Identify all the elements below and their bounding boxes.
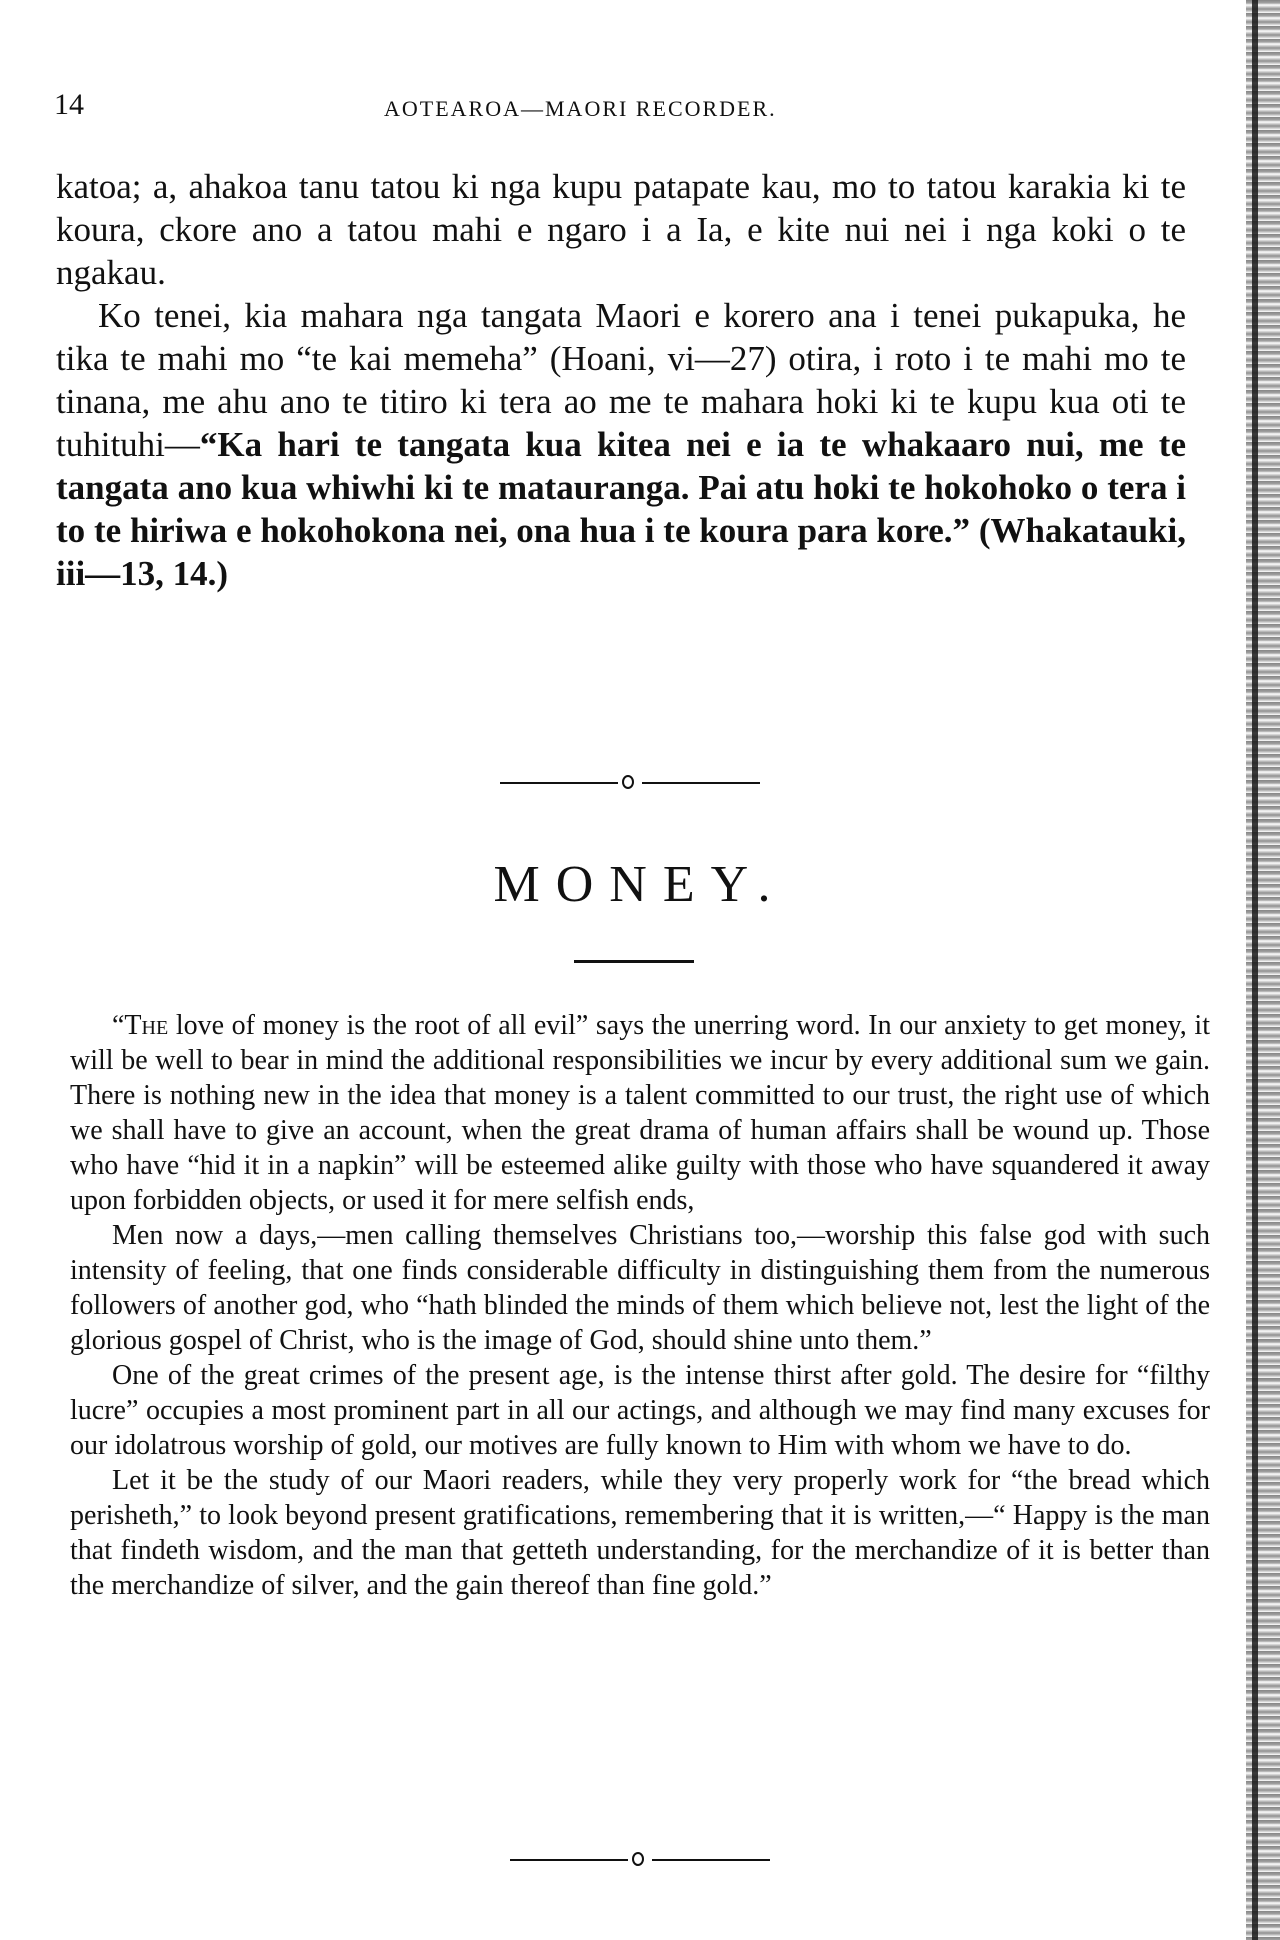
english-paragraph-4: Let it be the study of our Maori readers, while they very properly work for “the bread which perisheth,” to look beyond present gratifications, remembering that it is written,—“ Happy is the man that findeth wisdom, and the man that getteth understanding, for the merchandize of it is better than the merchandize of silver, and the gain thereof than fine gold.” (70, 1465, 1210, 1601)
maori-paragraph-2-quote: “Ka hari te tangata kua kitea nei e ia te whakaaro nui, me te tangata ano kua whiwhi ki te matauranga. Pai atu hoki te hokohoko o tera i to te hiriwa e hokohokona nei, ona hua i te koura para kore.” (Whakatauki, iii—13, 14.) (56, 425, 1186, 593)
english-paragraph-1-rest: love of money is the root of all evil” says the unerring word. In our anxiety to get money, it will be well to bear in mind the additional responsibilities we incur by every additional sum we gain. There is nothing new in the idea that money is a talent committed to our trust, the right use of which we shall have to give an account, when the great drama of human affairs shall be wound up. Those who have “hid it in a napkin” will be esteemed alike guilty with those who have squandered it away upon forbidden objects, or used it for mere selfish ends, (70, 1010, 1210, 1216)
divider-line-left (510, 1859, 628, 1861)
divider-line-right (642, 782, 760, 784)
english-paragraph-1-lead: “The (112, 1010, 169, 1041)
page-header (54, 88, 1214, 128)
divider-ornament (632, 1852, 644, 1866)
english-paragraph-1 (70, 1008, 1210, 1218)
divider-line-right (652, 1859, 770, 1861)
divider-line-left (500, 782, 618, 784)
maori-text-block (56, 165, 1186, 595)
section-divider-bottom (510, 1850, 770, 1870)
section-title: MONEY. (493, 856, 787, 913)
maori-paragraph-1: katoa; a, ahakoa tanu tatou ki nga kupu patapate kau, mo to tatou karakia ki te koura, ckore ano a tatou mahi e ngaro i a Ia, e kite nui nei i nga koki o te ngakau. (56, 167, 1186, 292)
divider-ornament (622, 775, 634, 789)
page-number: 14 (54, 88, 84, 121)
maori-paragraph-2 (56, 294, 1186, 595)
maori-paragraph-2-plain: Ko tenei, kia mahara nga tangata Maori e korero ana i tenei pukapuka, he tika te mahi mo “te kai memeha” (Hoani, vi—27) otira, i roto i te mahi mo te tinana, me ahu ano te titiro ki tera ao me te mahara hoki ki te kupu kua oti te tuhituhi— (56, 296, 1186, 464)
running-head: AOTEAROA—MAORI RECORDER. (384, 96, 777, 121)
scan-edge-line (1252, 0, 1258, 1940)
english-paragraph-3: One of the great crimes of the present age, is the intense thirst after gold. The desire for “filthy lucre” occupies a most prominent part in all our actings, and although we may find many excuses for our idolatrous worship of gold, our motives are fully known to Him with whom we have to do. (70, 1360, 1210, 1461)
english-text-block (70, 1008, 1210, 1603)
english-paragraph-2: Men now a days,—men calling themselves Christians too,—worship this false god with such intensity of feeling, that one finds considerable difficulty in distinguishing them from the numerous followers of another god, who “hath blinded the minds of them which believe not, lest the light of the glorious gospel of Christ, who is the image of God, should shine unto them.” (70, 1220, 1210, 1356)
title-rule (574, 960, 694, 963)
section-divider-top (500, 773, 760, 793)
